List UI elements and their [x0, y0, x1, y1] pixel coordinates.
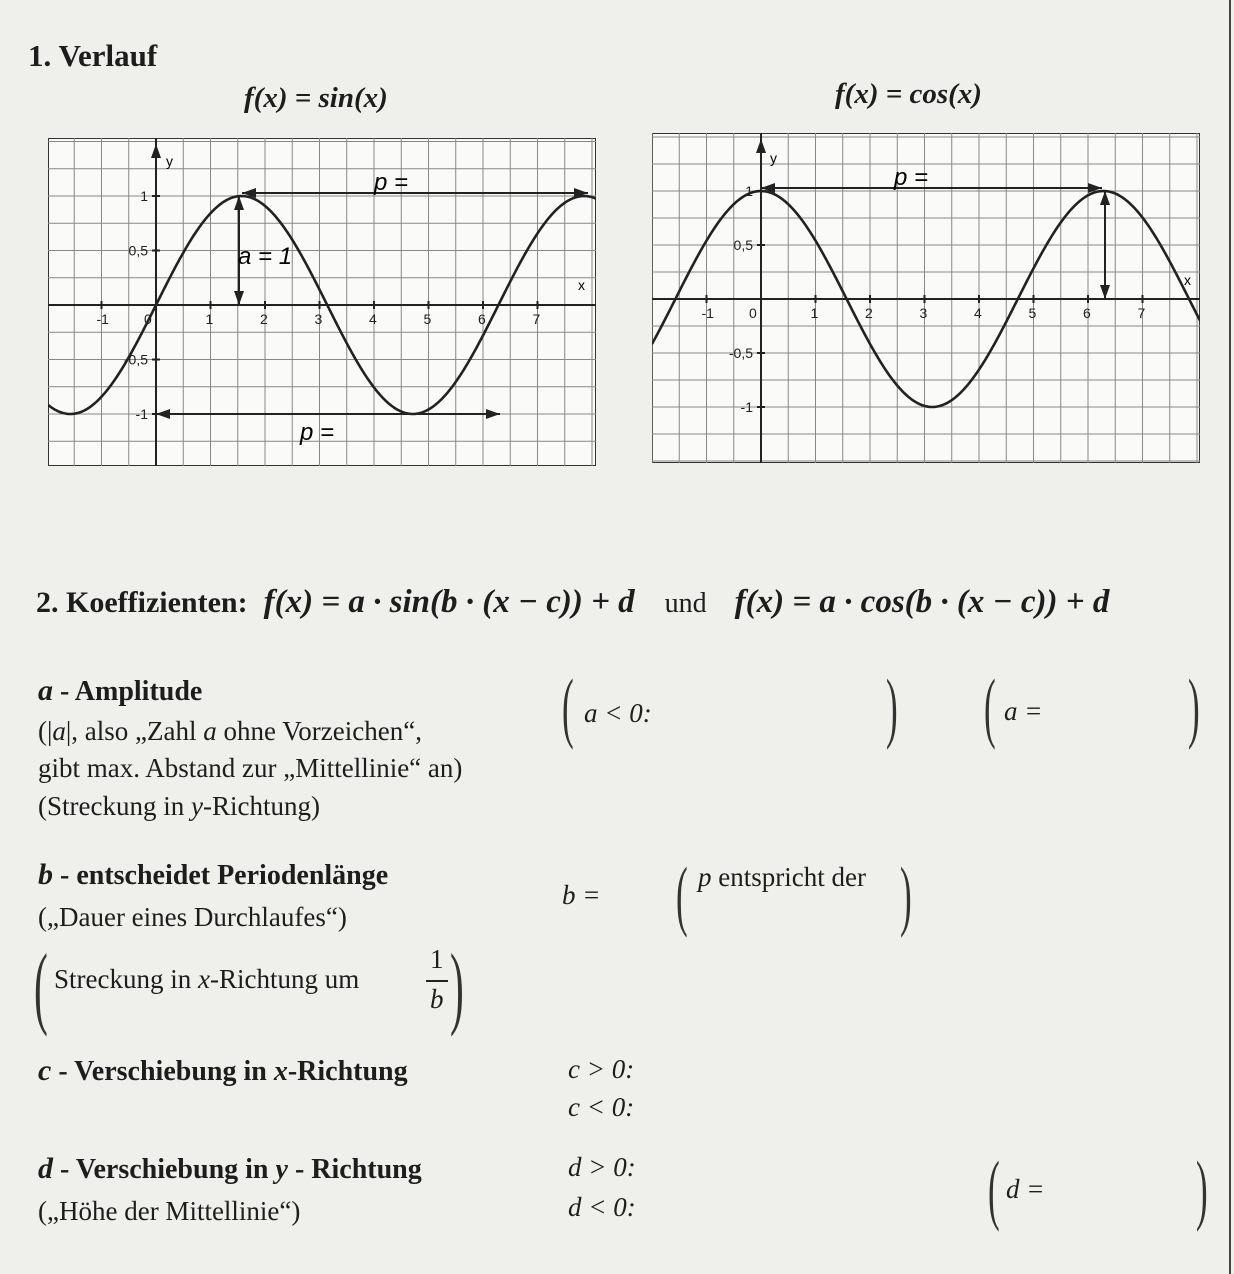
- shifty-line2: („Höhe der Mittellinie“): [38, 1196, 301, 1226]
- sin-title: f(x) = sin(x): [244, 82, 388, 114]
- cos-axis-y-label: y: [770, 150, 777, 166]
- sin-x-tick-label: 4: [369, 311, 377, 327]
- cos-x-tick-label: 7: [1137, 305, 1146, 321]
- amp-box2-right-paren: ): [1188, 663, 1200, 750]
- sin-p-bottom-label: p =: [300, 419, 335, 446]
- amp-l2-mid: |, also „Zahl: [65, 716, 204, 746]
- amp-box2-text: a =: [1004, 696, 1043, 726]
- periode-frac-bar: [426, 980, 448, 982]
- cos-y-tick-label: -1: [740, 399, 753, 415]
- shiftx-title-text: - Verschiebung in: [51, 1056, 274, 1087]
- shifty-cond1: d > 0:: [568, 1152, 636, 1182]
- sin-p-top-label: p =: [374, 169, 409, 196]
- cos-axis-x-label: x: [1184, 272, 1191, 288]
- shifty-title-text2: - Richtung: [287, 1154, 422, 1185]
- periode-line3: [54, 964, 359, 995]
- periode-b-eq: b =: [562, 880, 601, 910]
- amp-l4-post: -Richtung): [202, 791, 320, 821]
- sin-x-tick-label: 3: [314, 311, 323, 327]
- periode-var: b: [38, 858, 53, 891]
- sin-y-tick-label: 0,5: [128, 242, 148, 259]
- formula-sin: f(x) = a · sin(b · (x − c)) + d: [263, 584, 635, 620]
- amplitude-title: [38, 674, 202, 708]
- shifty-var: d: [38, 1152, 53, 1185]
- sin-x-tick-label: 0: [144, 311, 152, 327]
- shiftx-cond2: c < 0:: [568, 1092, 635, 1122]
- shiftx-var: c: [38, 1054, 52, 1087]
- amplitude-var: a: [38, 674, 53, 707]
- sin-x-tick-label: 7: [532, 311, 541, 327]
- periode-note-left-paren: (: [676, 851, 688, 938]
- shifty-box-right-paren: ): [1196, 1145, 1208, 1232]
- sin-axis-x-label: x: [578, 277, 585, 293]
- shifty-box-left-paren: (: [988, 1145, 1000, 1232]
- sin-graph-frame: [49, 139, 596, 466]
- cos-graph: [652, 133, 1200, 463]
- amplitude-line4: [38, 791, 320, 822]
- amp-l2-var: a: [52, 716, 66, 746]
- section2-heading: 2. Koeffizienten:: [36, 586, 248, 619]
- sin-y-tick-label: -1: [135, 406, 148, 422]
- cos-y-tick-label: 0,5: [733, 237, 753, 253]
- sin-x-tick-label: 6: [478, 311, 486, 327]
- shiftx-title-text2: -Richtung: [287, 1056, 408, 1087]
- amp-box2-left-paren: (: [984, 663, 996, 750]
- shiftx-cond1: c > 0:: [568, 1054, 635, 1084]
- cos-x-tick-label: 0: [749, 305, 757, 321]
- periode-note: [698, 862, 866, 893]
- periode-note-text: entspricht der: [711, 862, 866, 892]
- amp-l2-var2: a: [203, 716, 217, 746]
- shifty-title-text: - Verschiebung in: [53, 1154, 276, 1185]
- page-edge-line: [1229, 0, 1231, 1274]
- cos-p-label: p =: [894, 164, 929, 191]
- section2-header: [36, 584, 1109, 621]
- amplitude-line3: gibt max. Abstand zur „Mittellinie“ an): [38, 753, 463, 783]
- sin-a-label: a = 1: [238, 243, 293, 270]
- amplitude-line2: [38, 716, 422, 747]
- cos-title: f(x) = cos(x): [835, 78, 982, 110]
- shifty-cond2: d < 0:: [568, 1192, 636, 1222]
- und-label: und: [664, 588, 707, 619]
- shiftx-title: [38, 1054, 408, 1088]
- cos-y-tick-label: -0,5: [728, 345, 753, 361]
- sin-y-tick-label: 1: [140, 188, 148, 204]
- periode-title: [38, 858, 388, 892]
- sin-x-tick-label: 1: [205, 311, 214, 327]
- periode-frac-num: 1: [430, 944, 444, 974]
- sin-axis-y-label: y: [166, 153, 173, 169]
- sin-y-tick-label: -0,5: [123, 351, 148, 368]
- amp-l2-pre: (|: [38, 716, 53, 746]
- cos-x-tick-label: 6: [1083, 305, 1091, 321]
- section1-heading: 1. Verlauf: [28, 38, 158, 73]
- sin-x-tick-label: -1: [96, 311, 109, 327]
- amp-box1-left-paren: (: [562, 663, 574, 750]
- per-l3-var: x: [197, 964, 210, 994]
- per-l3-pre: Streckung in: [54, 964, 198, 994]
- cos-x-tick-label: 2: [865, 305, 873, 321]
- cos-y-tick-label: 1: [745, 183, 753, 199]
- periode-note-right-paren: ): [900, 851, 912, 938]
- periode-line3-left-paren: (: [34, 935, 48, 1037]
- periode-line3-right-paren: ): [450, 935, 464, 1037]
- sin-x-tick-label: 5: [423, 311, 432, 327]
- periode-frac-den: b: [430, 984, 444, 1014]
- amp-box1-text: a < 0:: [584, 698, 652, 728]
- formula-cos: f(x) = a · cos(b · (x − c)) + d: [734, 584, 1110, 620]
- periode-note-var: p: [698, 862, 712, 892]
- cos-x-tick-label: 3: [919, 305, 928, 321]
- cos-x-tick-label: 4: [974, 305, 982, 321]
- cos-x-tick-label: 1: [810, 305, 819, 321]
- periode-line2: („Dauer eines Durchlaufes“): [38, 902, 347, 932]
- shifty-title: [38, 1152, 422, 1186]
- cos-x-tick-label: -1: [701, 305, 714, 321]
- sin-graph: [48, 138, 596, 466]
- amp-l2-post: ohne Vorzeichen“,: [216, 716, 422, 746]
- cos-x-tick-label: 5: [1028, 305, 1037, 321]
- per-l3-post: -Richtung um: [209, 964, 360, 994]
- sin-x-tick-label: 2: [260, 311, 268, 327]
- periode-title-text: - entscheidet Periodenlänge: [53, 860, 389, 891]
- amplitude-title-text: - Amplitude: [53, 676, 203, 707]
- shifty-box-text: d =: [1006, 1174, 1045, 1204]
- amp-box1-right-paren: ): [886, 663, 898, 750]
- shifty-var2: y: [275, 1154, 288, 1185]
- shiftx-var2: x: [273, 1056, 288, 1087]
- amp-l4-var: y: [190, 791, 203, 821]
- amp-l4-pre: (Streckung in: [38, 791, 191, 821]
